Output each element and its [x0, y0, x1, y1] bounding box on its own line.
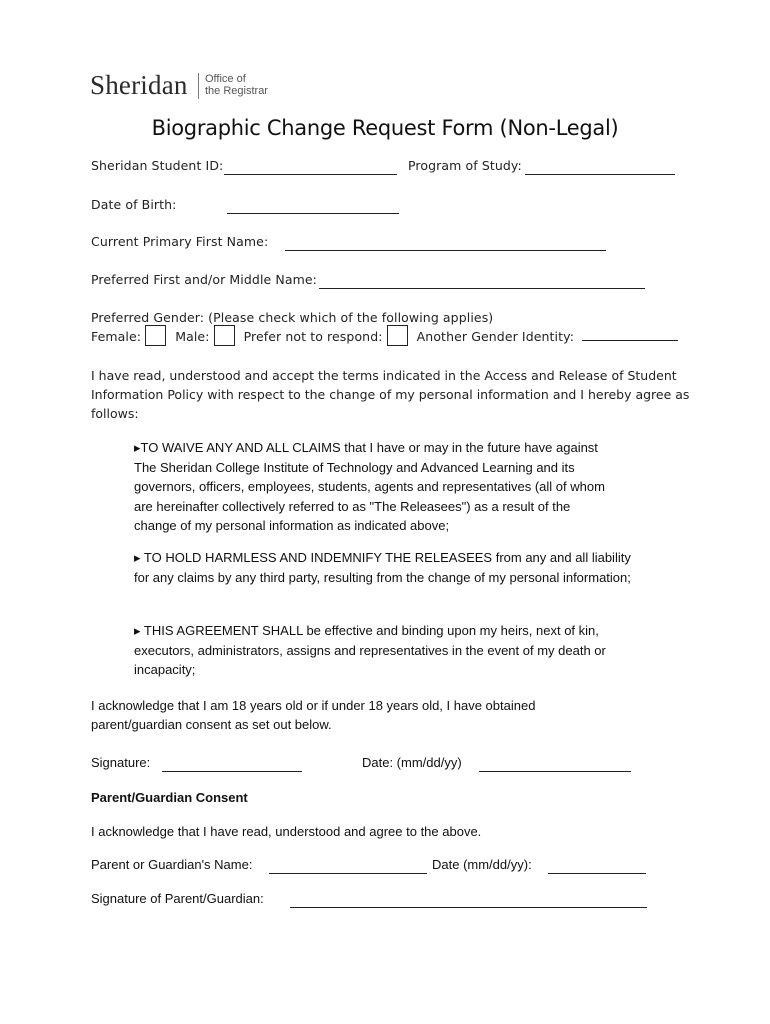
dob-field[interactable] [227, 201, 399, 214]
gender-other-label: Another Gender Identity: [416, 329, 575, 344]
gender-male-label: Male: [175, 329, 210, 344]
guardian-name-field[interactable] [269, 861, 427, 874]
agreement-intro: I have read, understood and accept the terms indicated in the Access and Release of Student Information Policy with respect to the change of my personal information and I hereby agree as follows: [91, 368, 690, 421]
gender-no-response-checkbox[interactable] [387, 325, 408, 346]
student-id-field[interactable] [224, 162, 397, 175]
gender-male-checkbox[interactable] [214, 325, 235, 346]
guardian-date-label: Date (mm/dd/yy): [432, 857, 532, 872]
preferred-name-label: Preferred First and/or Middle Name: [91, 272, 317, 287]
guardian-signature-label: Signature of Parent/Guardian: [91, 891, 264, 906]
signature-field[interactable] [162, 759, 302, 772]
guardian-date-field[interactable] [548, 861, 646, 874]
dob-label: Date of Birth: [91, 197, 177, 212]
signature-label: Signature: [91, 755, 151, 770]
gender-other-field[interactable] [582, 328, 678, 341]
gender-female-checkbox[interactable] [145, 325, 166, 346]
clause-binding-agreement: ▸ THIS AGREEMENT SHALL be effective and binding upon my heirs, next of kin, executors, administrators, assigns and representatives in the event of my death or incapacity; [134, 623, 606, 677]
date-field[interactable] [479, 759, 631, 772]
date-label: Date: (mm/dd/yy) [362, 755, 462, 770]
logo-subtitle [205, 73, 295, 97]
logo-subtitle-line2: the Registrar [205, 85, 268, 97]
logo-subtitle-line1: Office of [205, 73, 246, 85]
gender-options-row [91, 327, 678, 348]
guardian-signature-field[interactable] [290, 895, 647, 908]
student-id-label: Sheridan Student ID: [91, 158, 224, 173]
sheridan-logo: Sheridan [90, 70, 188, 100]
consent-acknowledgement: I acknowledge that I have read, understood and agree to the above. [91, 824, 482, 839]
gender-no-response-label: Prefer not to respond: [243, 329, 383, 344]
gender-prompt: Preferred Gender: (Please check which of the following applies) [91, 310, 494, 325]
first-name-label: Current Primary First Name: [91, 234, 269, 249]
gender-female-label: Female: [91, 329, 142, 344]
preferred-name-field[interactable] [319, 276, 645, 289]
form-title: Biographic Change Request Form (Non-Legal) [151, 116, 619, 140]
guardian-name-label: Parent or Guardian's Name: [91, 857, 253, 872]
clause-hold-harmless: ▸ TO HOLD HARMLESS AND INDEMNIFY THE RELEASEES from any and all liability for any claims by any third party, resulting from the change of my personal information; [134, 550, 631, 585]
consent-heading: Parent/Guardian Consent [91, 790, 248, 805]
clause-waive-claims: ▸TO WAIVE ANY AND ALL CLAIMS that I have or may in the future have against The Sheridan College Institute of Technology and Advanced Learning and its governors, officers, employees, students, agents and representatives (all of whom are hereinafter collectively referred to as "The Releasees") as a result of the change of my personal information as indicated above; [134, 440, 605, 533]
age-acknowledgement: I acknowledge that I am 18 years old or if under 18 years old, I have obtained parent/guardian consent as set out below. [91, 698, 536, 732]
program-label: Program of Study: [408, 158, 522, 173]
program-field[interactable] [525, 162, 675, 175]
logo-divider [198, 73, 199, 99]
first-name-field[interactable] [285, 238, 606, 251]
